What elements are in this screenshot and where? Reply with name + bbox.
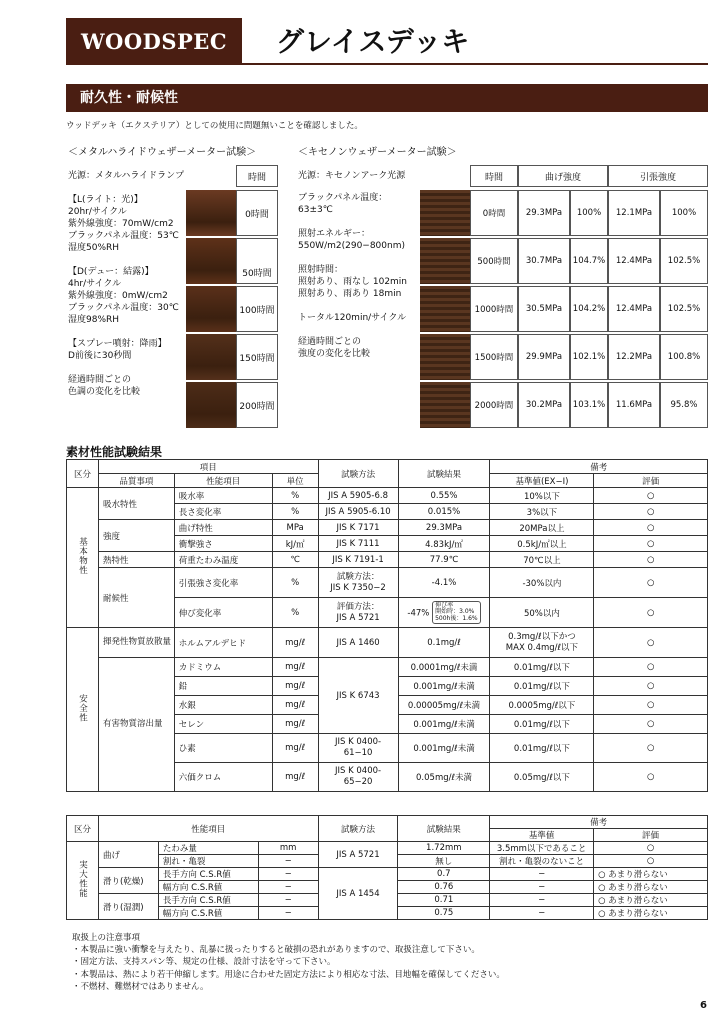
row-method: [318, 734, 398, 763]
wood-sample-swatch: [186, 190, 236, 236]
row-kijun: 0.01mg/ℓ以下: [490, 677, 594, 696]
row-kijun: -30%以内: [490, 568, 594, 598]
u-unit: −: [258, 894, 318, 907]
row-kijun: 0.01mg/ℓ以下: [490, 715, 594, 734]
intro-text: ウッドデッキ（エクステリア）としての使用に問題無いことを確認しました。: [66, 121, 363, 131]
row-result: 0.05mg/ℓ未満: [398, 763, 490, 792]
desc-line: 湿度50%RH: [68, 243, 120, 253]
metal-heading: ＜メタルハライドウェザーメーター試験＞: [68, 147, 257, 158]
q-volatile: 揮発性物質放散量: [98, 628, 174, 658]
header-rule: [66, 63, 708, 65]
xenon-value: 104.2%: [572, 304, 606, 314]
xenon-value: 30.2MPa: [525, 400, 563, 410]
row-unit: MPa: [272, 520, 318, 536]
row-result: 0.1mg/ℓ: [398, 628, 490, 658]
row-result: 0.001mg/ℓ未満: [398, 677, 490, 696]
row-hyoka: ○: [594, 504, 708, 520]
xenon-time-label: 時間: [484, 172, 503, 183]
desc-line: [298, 324, 407, 336]
q-strength: 強度: [98, 520, 174, 552]
row-hyoka: ○: [594, 488, 708, 504]
u-method: JIS A 1454: [318, 868, 398, 920]
metal-time-label: 時間: [247, 172, 266, 183]
elongation-note: [432, 601, 481, 625]
row-method: [318, 598, 398, 628]
u-item: 長手方向 C.S.R値: [158, 868, 258, 881]
xenon-value: 100%: [576, 208, 602, 218]
desc-line: 色調の変化を比較: [68, 387, 141, 397]
xenon-value: 29.3MPa: [525, 208, 563, 218]
row-kijun: 0.05mg/ℓ以下: [490, 763, 594, 792]
xenon-cell: [608, 286, 660, 332]
h-bikou: 備考: [490, 460, 708, 474]
u-slip-wet: 滑り(湿潤): [98, 894, 158, 920]
row-result: 0.001mg/ℓ未満: [398, 734, 490, 763]
xenon-cell: [660, 286, 708, 332]
method-line1: JIS K 0400-: [335, 737, 382, 747]
desc-line: 照射エネルギー：: [298, 229, 371, 239]
desc-line: 経過時間ごとの: [68, 375, 132, 385]
row-hyoka: ○: [594, 598, 708, 628]
xenon-value: 30.5MPa: [525, 304, 563, 314]
u-kijun: −: [490, 894, 594, 907]
xenon-sample-swatch: [420, 238, 470, 284]
metal-time-value: 100時間: [239, 305, 275, 316]
row-unit: mg/ℓ: [272, 734, 318, 763]
xenon-cell: [660, 382, 708, 428]
row-result: 4.83kJ/㎡: [398, 536, 490, 552]
row-result: 77.9℃: [398, 552, 490, 568]
xenon-cell: [570, 286, 608, 332]
h-method: 試験方法: [318, 460, 398, 488]
row-hyoka: ○: [594, 536, 708, 552]
group-full: [67, 842, 99, 920]
u-result: 無し: [398, 855, 490, 868]
u-kijun: −: [490, 907, 594, 920]
desc-line: 強度の変化を比較: [298, 349, 371, 359]
metal-time-value: 50時間: [242, 269, 272, 279]
xenon-value: 102.5%: [667, 304, 701, 314]
q-harmful: 有害物質溶出量: [98, 658, 174, 792]
xenon-value: 100%: [671, 208, 697, 218]
row-kijun: 20MPa以上: [490, 520, 594, 536]
xenon-source: 光源：キセノンアーク光源: [298, 171, 406, 181]
desc-line: ブラックパネル温度：53℃: [68, 231, 179, 241]
xenon-value: 100.8%: [667, 352, 701, 362]
metal-time-cell: [236, 334, 278, 380]
metal-time-value: 200時間: [239, 401, 275, 412]
method-line1: 試験方法：: [336, 571, 380, 582]
row-kijun: 50%以内: [490, 598, 594, 628]
row-hyoka: ○: [594, 658, 708, 677]
desc-line: 紫外線強度：0mW/cm2: [68, 291, 168, 301]
method-line2: JIS A 5721: [336, 612, 380, 623]
u-hyoka: ○ あまり滑らない: [594, 868, 708, 881]
u-h-seino: 性能項目: [98, 816, 318, 842]
row-method: [318, 763, 398, 792]
notes-title: 取扱上の注意事項: [72, 933, 141, 943]
xenon-cell: [518, 382, 570, 428]
row-item: 水銀: [174, 696, 272, 715]
desc-line: ブラックパネル温度：: [298, 193, 388, 203]
xenon-value: 95.8%: [670, 400, 698, 410]
u-result: 0.7: [398, 868, 490, 881]
metal-description: [68, 194, 179, 398]
metal-time-value: 150時間: [239, 353, 275, 364]
desc-line: 経過時間ごとの: [298, 337, 362, 347]
xenon-value: 1000時間: [474, 305, 514, 315]
metal-time-value: 0時間: [245, 209, 269, 220]
desc-line: [298, 216, 407, 228]
desc-line: 紫外線強度：70mW/cm2: [68, 219, 174, 229]
u-result: 1.72mm: [398, 842, 490, 855]
u-result: 0.76: [398, 881, 490, 894]
note-item: ・固定方法、支持スパン等、規定の仕様、設計寸法を守って下さい。: [72, 957, 336, 968]
u-result: 0.75: [398, 907, 490, 920]
handling-notes: [72, 932, 505, 993]
row-hyoka: ○: [594, 520, 708, 536]
row-item: 衝撃強さ: [174, 536, 272, 552]
xenon-cell: [470, 190, 518, 236]
wood-sample-swatch: [186, 334, 236, 380]
desc-line: 63±3℃: [298, 205, 333, 215]
xenon-cell: [660, 334, 708, 380]
xenon-value: 12.4MPa: [615, 256, 653, 266]
group-basic: [67, 488, 99, 628]
row-item: 鉛: [174, 677, 272, 696]
u-result: 0.71: [398, 894, 490, 907]
desc-line: [68, 326, 179, 338]
row-unit: mg/ℓ: [272, 763, 318, 792]
xenon-value: 11.6MPa: [615, 400, 653, 410]
kijun-line1: 0.3mg/ℓ以下かつ: [508, 631, 576, 642]
row-kijun: 0.5kJ/㎡以上: [490, 536, 594, 552]
xenon-value: 102.5%: [667, 256, 701, 266]
row-hyoka: ○: [594, 763, 708, 792]
desc-line: D前後に30秒間: [68, 351, 132, 361]
xenon-description: [298, 192, 407, 360]
u-h-bikou: 備考: [490, 816, 708, 829]
desc-line: 【D(デュー：結露)】: [68, 267, 154, 277]
desc-line: 4hr/サイクル: [68, 279, 122, 289]
method-line2: 61−10: [343, 748, 373, 758]
row-item: ホルムアルデヒド: [174, 628, 272, 658]
u-kijun: 割れ・亀裂のないこと: [490, 855, 594, 868]
row-hyoka: ○: [594, 568, 708, 598]
u-h-kubun: 区分: [67, 816, 99, 842]
row-item: 長さ変化率: [174, 504, 272, 520]
u-unit: mm: [258, 842, 318, 855]
row-unit: ℃: [272, 552, 318, 568]
row-hyoka: ○: [594, 677, 708, 696]
xenon-cell: [608, 190, 660, 236]
usage-table: [66, 815, 708, 920]
xenon-cell: [518, 286, 570, 332]
row-result: -4.1%: [398, 568, 490, 598]
row-result: 0.55%: [398, 488, 490, 504]
xenon-cell: [470, 382, 518, 428]
q-water: 吸水特性: [98, 488, 174, 520]
xenon-cell: [570, 382, 608, 428]
row-kijun: 3%以下: [490, 504, 594, 520]
row-method: JIS K 6743: [318, 658, 398, 734]
desc-line: [298, 300, 407, 312]
xenon-sample-swatch: [420, 286, 470, 332]
note-line: 伸び率: [435, 601, 454, 609]
u-h-kijun: 基準値: [490, 829, 594, 842]
xenon-cell: [608, 382, 660, 428]
row-kijun: 0.01mg/ℓ以下: [490, 734, 594, 763]
section-banner: 耐久性・耐候性: [66, 84, 708, 112]
xenon-cell: [470, 286, 518, 332]
wood-sample-swatch: [186, 382, 236, 428]
row-item: ひ素: [174, 734, 272, 763]
xenon-tensile-label: 引張強度: [639, 172, 676, 183]
xenon-value: 1500時間: [474, 353, 514, 363]
desc-line: 20hr/サイクル: [68, 207, 127, 217]
u-item: 幅方向 C.S.R値: [158, 907, 258, 920]
row-unit: mg/ℓ: [272, 677, 318, 696]
xenon-value: 103.1%: [572, 400, 606, 410]
xenon-cell: [660, 190, 708, 236]
page-number: 6: [700, 1000, 707, 1011]
desc-line: 照射あり、雨あり 18min: [298, 289, 402, 299]
row-unit: mg/ℓ: [272, 628, 318, 658]
u-item: 幅方向 C.S.R値: [158, 881, 258, 894]
material-table: [66, 459, 708, 792]
row-hyoka: ○: [594, 696, 708, 715]
u-h-hyoka: 評価: [594, 829, 708, 842]
wood-sample-swatch: [186, 238, 236, 284]
row-unit: %: [272, 598, 318, 628]
xenon-cell: [518, 238, 570, 284]
xenon-cell: [570, 238, 608, 284]
note-line: 開始時：3.0%: [435, 608, 475, 616]
desc-line: 550W/m2(290−800nm): [298, 241, 405, 251]
row-unit: mg/ℓ: [272, 658, 318, 677]
row-item: カドミウム: [174, 658, 272, 677]
row-result: 0.0001mg/ℓ未満: [398, 658, 490, 677]
h-seino: 性能項目: [174, 474, 272, 488]
metal-time-cell: [236, 382, 278, 428]
row-method: JIS A 5905-6.8: [318, 488, 398, 504]
group-safety-label: 安全性: [77, 693, 88, 723]
row-kijun: [490, 628, 594, 658]
row-method: JIS A 1460: [318, 628, 398, 658]
u-hyoka: ○: [594, 842, 708, 855]
result-value: -47%: [407, 608, 430, 618]
row-result: 0.00005mg/ℓ未満: [398, 696, 490, 715]
xenon-cell: [608, 238, 660, 284]
row-item: セレン: [174, 715, 272, 734]
row-hyoka: ○: [594, 552, 708, 568]
note-line: 500h後：1.6%: [435, 614, 478, 622]
method-line2: JIS K 7350−2: [330, 582, 386, 593]
row-item: 吸水率: [174, 488, 272, 504]
method-line1: JIS K 0400-: [335, 766, 382, 776]
desc-line: [298, 252, 407, 264]
u-unit: −: [258, 881, 318, 894]
xenon-sample-swatch: [420, 334, 470, 380]
row-unit: %: [272, 504, 318, 520]
desc-line: [68, 362, 179, 374]
h-kijun: 基準値(EX−Ⅰ): [490, 474, 594, 488]
row-kijun: 0.0005mg/ℓ以下: [490, 696, 594, 715]
row-unit: mg/ℓ: [272, 715, 318, 734]
wood-sample-swatch: [186, 286, 236, 332]
row-hyoka: ○: [594, 734, 708, 763]
metal-time-header: [236, 165, 278, 187]
h-unit: 単位: [272, 474, 318, 488]
row-kijun: 0.01mg/ℓ以下: [490, 658, 594, 677]
note-item: ・不燃材、難燃材ではありません。: [72, 981, 209, 992]
h-result: 試験結果: [398, 460, 490, 488]
row-item: 伸び変化率: [174, 598, 272, 628]
row-method: JIS A 5905-6.10: [318, 504, 398, 520]
row-unit: kJ/㎡: [272, 536, 318, 552]
desc-line: 【スプレー噴射：降雨】: [68, 339, 167, 349]
xenon-value: 29.9MPa: [525, 352, 563, 362]
u-hyoka: ○ あまり滑らない: [594, 894, 708, 907]
u-kijun: −: [490, 881, 594, 894]
xenon-value: 2000時間: [474, 401, 514, 411]
note-item: ・本製品は、熱により若干伸縮します。用途に合わせた固定方法により相応な寸法、目地幅を確保してください。: [72, 969, 505, 980]
row-result: 0.015%: [398, 504, 490, 520]
desc-line: 【L(ライト：光)】: [68, 195, 143, 205]
row-result: [398, 598, 490, 628]
xenon-value: 0時間: [482, 209, 506, 219]
u-method: JIS A 5721: [318, 842, 398, 868]
row-hyoka: ○: [594, 715, 708, 734]
xenon-cell: [570, 190, 608, 236]
q-weather: 耐候性: [98, 568, 174, 628]
row-item: 曲げ特性: [174, 520, 272, 536]
desc-line: [68, 254, 179, 266]
row-result: 29.3MPa: [398, 520, 490, 536]
method-line1: 評価方法：: [336, 601, 380, 612]
material-title: 素材性能試験結果: [66, 445, 163, 459]
xenon-cell: [470, 334, 518, 380]
kijun-line2: MAX 0.4mg/ℓ以下: [505, 642, 579, 653]
xenon-value: 12.1MPa: [615, 208, 653, 218]
u-hyoka: ○ あまり滑らない: [594, 907, 708, 920]
u-kijun: −: [490, 868, 594, 881]
xenon-cell: [608, 334, 660, 380]
row-item: 引張強さ変化率: [174, 568, 272, 598]
u-item: たわみ量: [158, 842, 258, 855]
xenon-value: 12.4MPa: [615, 304, 653, 314]
xenon-heading: ＜キセノンウェザーメーター試験＞: [298, 147, 457, 158]
xenon-cell: [570, 334, 608, 380]
xenon-value: 500時間: [477, 257, 511, 267]
group-basic-label: 基本物性: [77, 537, 88, 575]
row-item: 荷重たわみ温度: [174, 552, 272, 568]
metal-time-cell: [236, 238, 278, 284]
desc-line: 照射あり、雨なし 102min: [298, 277, 408, 287]
xenon-value: 104.7%: [572, 256, 606, 266]
desc-line: 湿度98%RH: [68, 315, 120, 325]
row-result: 0.001mg/ℓ未満: [398, 715, 490, 734]
row-method: JIS K 7171: [318, 520, 398, 536]
h-kubun: 区分: [67, 460, 99, 488]
note-item: ・本製品に強い衝撃を与えたり、乱暴に扱ったりすると破損の恐れがありますので、取扱注意して下さい。: [72, 945, 480, 956]
row-kijun: 10%以下: [490, 488, 594, 504]
xenon-bend-label: 曲げ強度: [544, 172, 581, 183]
row-method: JIS K 7111: [318, 536, 398, 552]
row-kijun: 70℃以上: [490, 552, 594, 568]
row-method: JIS K 7191-1: [318, 552, 398, 568]
u-h-result: 試験結果: [398, 816, 490, 842]
row-unit: %: [272, 568, 318, 598]
row-unit: %: [272, 488, 318, 504]
xenon-value: 30.7MPa: [525, 256, 563, 266]
u-unit: −: [258, 868, 318, 881]
h-hinshitsu: 品質事項: [98, 474, 174, 488]
row-hyoka: ○: [594, 628, 708, 658]
desc-line: 照射時間：: [298, 265, 344, 275]
xenon-time-header: [470, 165, 518, 187]
u-slip-dry: 滑り(乾燥): [98, 868, 158, 894]
method-line2: 65−20: [343, 777, 373, 787]
xenon-value: 12.2MPa: [615, 352, 653, 362]
row-unit: mg/ℓ: [272, 696, 318, 715]
metal-source: 光源：メタルハライドランプ: [68, 171, 185, 181]
u-hyoka: ○ あまり滑らない: [594, 881, 708, 894]
xenon-cell: [518, 190, 570, 236]
metal-time-cell: [236, 190, 278, 236]
u-bend: 曲げ: [98, 842, 158, 868]
xenon-sample-swatch: [420, 382, 470, 428]
h-hyoka: 評価: [594, 474, 708, 488]
u-kijun: 3.5mm以下であること: [490, 842, 594, 855]
xenon-tensile-header: [608, 165, 708, 187]
u-item: 割れ・亀裂: [158, 855, 258, 868]
q-heat: 熱特性: [98, 552, 174, 568]
desc-line: トータル120min/サイクル: [298, 313, 407, 323]
u-unit: −: [258, 855, 318, 868]
xenon-cell: [660, 238, 708, 284]
row-method: [318, 568, 398, 598]
h-koumoku: 項目: [98, 460, 318, 474]
desc-line: ブラックパネル温度：30℃: [68, 303, 179, 313]
metal-time-cell: [236, 286, 278, 332]
xenon-value: 102.1%: [572, 352, 606, 362]
row-item: 六価クロム: [174, 763, 272, 792]
xenon-cell: [470, 238, 518, 284]
group-full-label: 実大性能: [77, 860, 88, 898]
brand-logo: WOODSPEC: [66, 18, 242, 64]
xenon-bend-header: [518, 165, 608, 187]
xenon-cell: [518, 334, 570, 380]
page-title: グレイスデッキ: [276, 25, 470, 58]
group-safety: [67, 628, 99, 792]
u-h-method: 試験方法: [318, 816, 398, 842]
u-item: 長手方向 C.S.R値: [158, 894, 258, 907]
xenon-sample-swatch: [420, 190, 470, 236]
u-unit: −: [258, 907, 318, 920]
u-hyoka: ○: [594, 855, 708, 868]
